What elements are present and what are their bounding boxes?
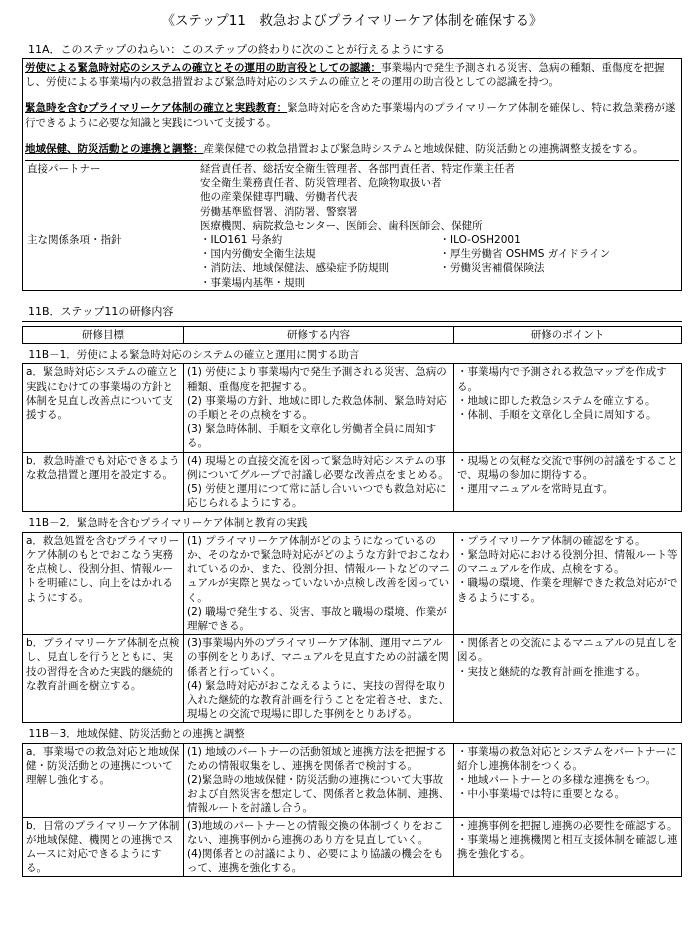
goal-cell: b．救急時誰でも対応できるような救急措置と運用を設定する。 — [23, 452, 184, 512]
content-cell — [184, 532, 454, 634]
group-title-row — [23, 512, 682, 532]
points-cell — [454, 364, 682, 452]
page-title: 《ステップ11 救急およびプライマリーケア体制を確保する》 — [161, 13, 543, 29]
content-item: (2)緊急時の地域保健・防災活動の連携について大事故および自然災害を想定して、関係者と救急体制、連携、情報ルートを討議し合う。 — [187, 773, 450, 815]
table-row — [23, 635, 682, 723]
goal-cell: b．日常のプライマリーケア体制が地域保健、機関との連携でスムースに対応できるようにする。 — [23, 817, 184, 877]
partners-laws-block — [25, 160, 679, 290]
point-item: ・地域に即した救急システムを確立する。 — [457, 394, 656, 407]
table-row — [23, 364, 682, 452]
points-cell — [454, 635, 682, 723]
point-item: ・緊急時対応における役割分担、情報ルート等のマニュアルを作成、点検をする。 — [457, 548, 678, 576]
partner-item: 安全衛生業務責任者、防災管理者、危険物取扱い者 — [200, 177, 442, 190]
content-item: (1) プライマリーケア体制がどのようになっているのか、そのなかで緊急時対応がどのような方針でおこなわれているのか、また、役割分担、情報ルートなどのマニュアルが実際と異なっていないか点検し改善を図っていく。 — [187, 534, 450, 604]
laws-list — [200, 233, 679, 290]
content-item: (2) 職場で発生する、災害、事故と職場の環境、作業が理解できる。 — [187, 605, 447, 632]
content-item: (1) 地域のパートナーの活動領域と連携方法を把握するための情報収集をし、連携を関係者で検討する。 — [187, 745, 447, 772]
goal-cell: b．プライマリーケア体制を点検し、見直しを行うとともに、実技の習得を含めた実践的継続的な教育計画を樹立する。 — [23, 635, 184, 723]
table-row — [23, 452, 682, 512]
goal-cell: a．救急処置を含むプライマリーケア体制のもとでおこなう実務を点検し、役割分担、情報ルートを明確にし、向上をはかれるようにする。 — [23, 532, 184, 634]
content-item: (3) 緊急時体制、手順を文章化し労働者全員に周知する。 — [187, 423, 437, 450]
group-title-row — [23, 723, 682, 743]
group-title-row — [23, 344, 682, 364]
point-item: ・現場との気軽な交流で事例の討議をすることで、現場の参加に期待する。 — [457, 454, 678, 481]
table-row — [23, 532, 682, 634]
aim-label: 労使による緊急時対応のシステムの確立とその運用の助言役としての認識： — [25, 62, 381, 74]
content-item: (4) 緊急時対応がおこなえるように、実技の習得を取り入れた継続的な教育計画を行うことを定着させ、また、現場との交流で現場に即した事例をとりあげる。 — [187, 679, 450, 721]
content-cell — [184, 364, 454, 452]
aim-text: 緊急時対応を含めた事業場内のプライマリーケア体制を確保し、特に救急業務が遂行できるように必要な知識と実践について支援する。 — [25, 102, 676, 129]
points-cell — [454, 743, 682, 817]
law-item: ・事業場内基準・規則 — [200, 276, 305, 289]
points-cell — [454, 817, 682, 877]
table-row — [23, 743, 682, 817]
content-cell — [184, 743, 454, 817]
group-title: 11B－2．緊急時を含むプライマリーケア体制と教育の実践 — [23, 512, 682, 532]
points-cell — [454, 532, 682, 634]
aim-item — [25, 101, 679, 129]
content-item: (3)事業場内外のプライマリーケア体制、運用マニアルの事例をとりあげ、マニュアルを見直すための討議を関係者と行っていく。 — [187, 637, 449, 678]
content-item: (5) 労使と運用につて常に話し合いいつでも救急対応に応じられるようにする。 — [187, 483, 447, 510]
group-title: 11B－1．労使による緊急時対応のシステムの確立と運用に関する助言 — [23, 344, 682, 364]
table-header-row — [23, 327, 682, 344]
law-item: ・国内労働安全衛生法規 — [200, 248, 316, 261]
content-item: (2) 事業場の方針、地域に即した救急体制、緊急時対応の手順とその点検をする。 — [187, 394, 447, 422]
column-header: 研修目標 — [23, 327, 184, 344]
law-item: ・消防法、地域保健法、感染症予防規則 — [200, 262, 389, 275]
content-cell — [184, 452, 454, 512]
goal-cell: a．緊急時対応システムの確立と実践にむけての事業場の方針と体制を見直し改善点について支援する。 — [23, 364, 184, 452]
partner-item: 他の産業保健専門職、労働者代表 — [200, 191, 358, 204]
partner-item: 医療機関、病院救急センター、医師会、歯科医師会、保健所 — [200, 219, 483, 232]
law-item: ・厚生労働省 OSHMS ガイドライン — [439, 248, 611, 261]
column-header: 研修のポイント — [454, 327, 682, 344]
partners-list — [200, 162, 679, 233]
aim-item — [25, 142, 679, 156]
point-item: ・実技と継続的な教育計画を推進する。 — [457, 665, 646, 678]
point-item: ・地域パートナーとの多様な連携をもつ。 — [457, 773, 657, 786]
section-a-heading: 11A．このステップのねらい：このステップの終わりに次のことが行えるようにする — [22, 42, 682, 59]
table-row — [23, 817, 682, 877]
laws-label: 主な関係条項・指針 — [27, 234, 122, 247]
aim-text: 産業保健での救急措置および緊急時システムと地域保健、防災活動との連携調整支援をする。 — [203, 142, 644, 155]
column-header: 研修する内容 — [184, 327, 454, 344]
point-item: ・連携事例を把握し連携の必要性を確認する。 — [457, 819, 678, 832]
content-item: (4) 現場との直接交流を図って緊急時対応システムの事例についてグループで討議し必要な改善点をまとめる。 — [187, 454, 449, 481]
points-cell — [454, 452, 682, 512]
partner-item: 経営責任者、総括安全衛生管理者、各部門責任者、特定作業主任者 — [200, 163, 515, 176]
law-item: ・労働災害補償保険法 — [439, 262, 545, 275]
training-table — [22, 326, 682, 877]
point-item: ・事業場内で予測される救急マップを作成する。 — [457, 366, 667, 393]
content-item: (4)関係者との討議により、必要により協議の機会をもって、連携を強化する。 — [187, 847, 444, 875]
content-item: (3)地域のパートナーとの情報交換の体制づくりをおこない、連携事例から連携のあり方を見直していく。 — [187, 819, 444, 846]
law-item: ・ILO161 号条約 — [200, 234, 283, 247]
law-item: ・ILO-OSH2001 — [439, 234, 521, 247]
partners-label: 直接パートナー — [27, 163, 101, 176]
partner-item: 労働基準監督署、消防署、警察署 — [200, 205, 358, 218]
point-item: ・関係者との交流によるマニュアルの見直しを図る。 — [457, 637, 678, 664]
document-page — [22, 8, 682, 877]
aim-label: 緊急時を含むプライマリーケア体制の確立と実践教育： — [25, 102, 288, 115]
section-a-box — [22, 59, 682, 291]
content-cell — [184, 635, 454, 723]
point-item: ・中小事業場では特に重要となる。 — [457, 788, 625, 801]
point-item: ・体制、手順を文章化し全員に周知する。 — [457, 409, 657, 422]
section-b-heading: 11B．ステップ11の研修内容 — [22, 305, 682, 322]
point-item: ・プライマリーケア体制の確認をする。 — [457, 534, 646, 547]
group-title: 11B－3．地域保健、防災活動との連携と調整 — [23, 723, 682, 743]
content-cell — [184, 817, 454, 877]
point-item: ・運用マニュアルを常時見直す。 — [457, 483, 614, 496]
point-item: ・事業場の救急対応とシステムをパートナーに紹介し連携体制をつくる。 — [457, 745, 677, 772]
aim-item — [25, 61, 679, 89]
law-item — [440, 276, 680, 290]
goal-cell: a．事業場での救急対応と地域保健・防災活動との連携について理解し強化する。 — [23, 743, 184, 817]
aim-text: 事業場内で発生予測される災害、急病の種類、重傷度を把握し、労使による事業場内の救急措置および緊急時対応のシステムの確立とその運用の助言役としての認識を持つ。 — [25, 62, 665, 89]
point-item: ・事業場と連携機関と相互支援体制を確認し連携を強化する。 — [457, 833, 678, 860]
point-item: ・職場の環境、作業を理解できた救急対応ができるようにする。 — [457, 577, 678, 604]
aim-label: 地域保健、防災活動との連携と調整： — [25, 142, 204, 155]
content-item: (1) 労使により事業場内で発生予測される災害、急病の種類、重傷度を把握する。 — [187, 366, 447, 393]
